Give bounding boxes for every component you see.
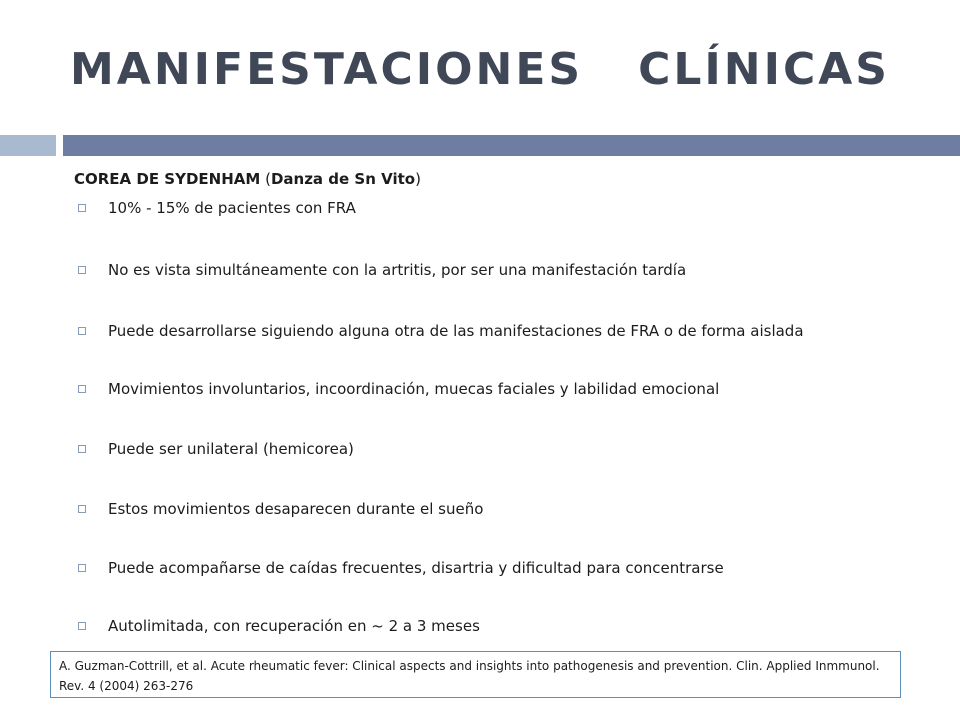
section-heading	[74, 168, 944, 190]
bullet-text: 10% - 15% de pacientes con FRA	[108, 199, 356, 217]
reference-text: A. Guzman-Cottrill, et al. Acute rheumatic fever: Clinical aspects and insights into pathogenesis and prevention. Clin. Applied Inmmunol. Rev. 4 (2004) 263-276	[59, 659, 880, 693]
square-bullet-icon	[78, 266, 86, 274]
section-heading-paren-open: (	[260, 170, 271, 188]
square-bullet-icon	[78, 564, 86, 572]
square-bullet-icon	[78, 622, 86, 630]
bullet-text: Puede desarrollarse siguiendo alguna otra de las manifestaciones de FRA o de forma aislada	[108, 322, 804, 340]
section-heading-paren-close: )	[415, 170, 421, 188]
bullet-text: No es vista simultáneamente con la artritis, por ser una manifestación tardía	[108, 261, 687, 279]
reference-box	[50, 651, 901, 698]
square-bullet-icon	[78, 445, 86, 453]
slide-content	[74, 168, 944, 635]
square-bullet-icon	[78, 385, 86, 393]
bullet-text: Estos movimientos desaparecen durante el sueño	[108, 500, 484, 518]
square-bullet-icon	[78, 204, 86, 212]
slide-title: MANIFESTACIONES CLÍNICAS	[69, 44, 890, 95]
section-heading-main: COREA DE SYDENHAM	[74, 170, 261, 188]
square-bullet-icon	[78, 327, 86, 335]
square-bullet-icon	[78, 505, 86, 513]
title-underline-bar	[63, 135, 960, 156]
bullet-text: Autolimitada, con recuperación en ~ 2 a 3 meses	[108, 617, 480, 635]
title-underline-accent	[0, 135, 56, 156]
section-heading-sub: Danza de Sn Vito	[270, 170, 416, 188]
bullet-text: Movimientos involuntarios, incoordinación, muecas faciales y labilidad emocional	[108, 380, 720, 398]
bullet-text: Puede acompañarse de caídas frecuentes, disartria y dificultad para concentrarse	[108, 559, 724, 577]
bullet-text: Puede ser unilateral (hemicorea)	[108, 440, 354, 458]
